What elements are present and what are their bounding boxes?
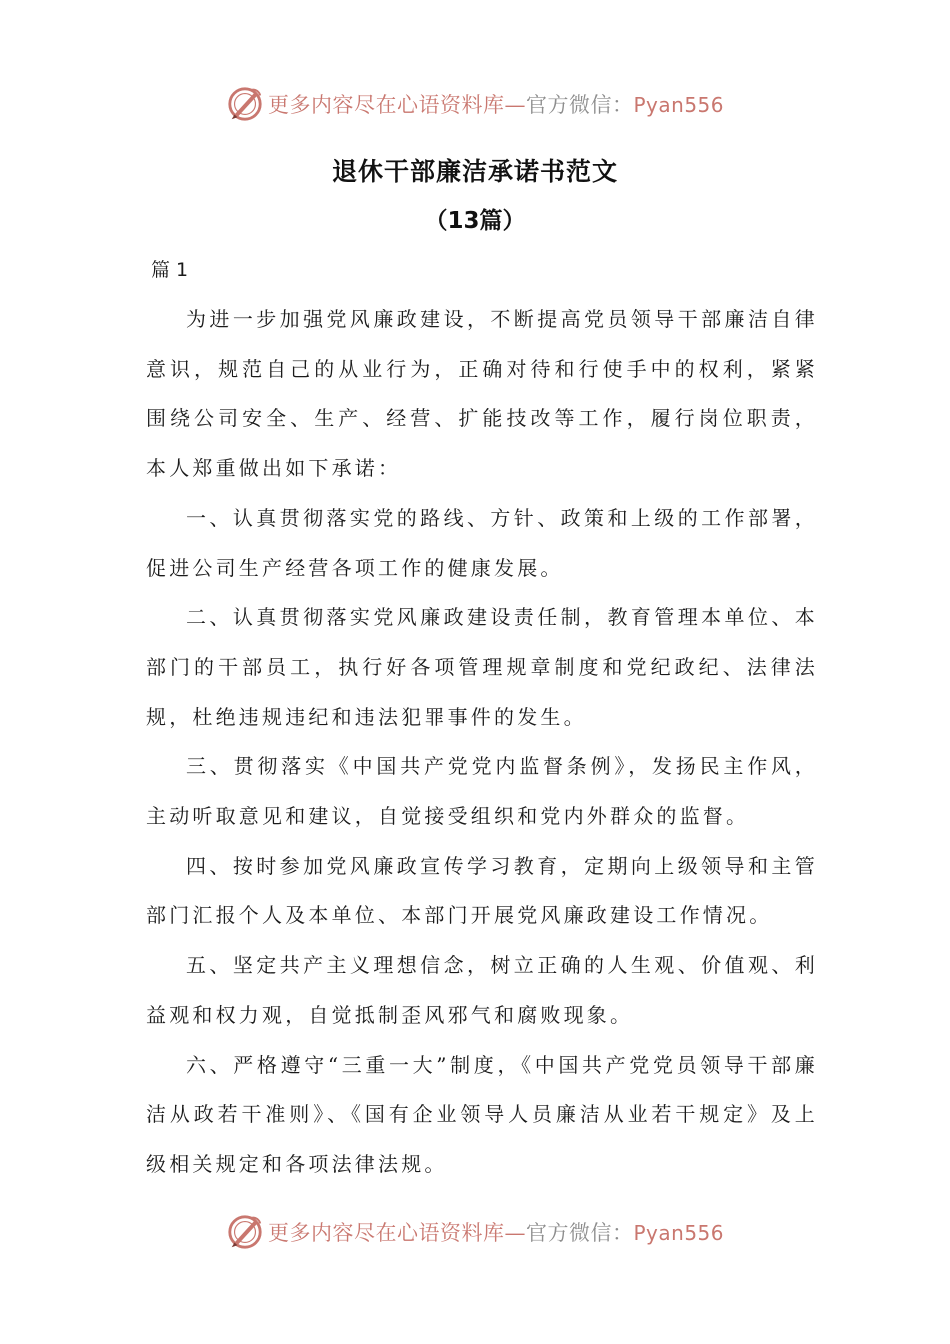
banner-text: [268, 1217, 724, 1247]
paragraph-item-6: 六、严格遵守“三重一大”制度，《中国共产党党员领导干部廉洁从政若干准则》、《国有企业领导人员廉洁从业若干规定》及上级相关规定和各项法律法规。: [146, 1052, 818, 1176]
pen-circle-logo-icon: [226, 85, 264, 123]
header-banner: [0, 82, 950, 126]
paragraph-item-5: 五、坚定共产主义理想信念，树立正确的人生观、价值观、利益观和权力观，自觉抵制歪风邪气和腐败现象。: [146, 953, 818, 1027]
banner-official-text: 官方微信：: [525, 1221, 634, 1245]
banner-separator: —: [504, 93, 526, 117]
banner-wechat-id: Pyan556: [633, 1221, 724, 1245]
paragraph-item-2: 二、认真贯彻落实党风廉政建设责任制，教育管理本单位、本部门的干部员工，执行好各项管理规章制度和党纪政纪、法律法规，杜绝违规违纪和违法犯罪事件的发生。: [146, 605, 818, 729]
paragraph-intro: 为进一步加强党风廉政建设，不断提高党员领导干部廉洁自律意识，规范自己的从业行为，正确对待和行使手中的权利，紧紧围绕公司安全、生产、经营、扩能技改等工作，履行岗位职责，本人郑重做出如下承诺：: [146, 307, 818, 481]
paragraph-item-3: 三、贯彻落实《中国共产党党内监督条例》，发扬民主作风，主动听取意见和建议，自觉接受组织和党内外群众的监督。: [146, 754, 818, 829]
pen-circle-logo-icon: [226, 1213, 264, 1251]
banner-text: [268, 89, 724, 119]
document-title: 退休干部廉洁承诺书范文: [331, 157, 618, 186]
document-subtitle: （13篇）: [424, 208, 526, 234]
paragraph-item-4: 四、按时参加党风廉政宣传学习教育，定期向上级领导和主管部门汇报个人及本单位、本部门开展党风廉政建设工作情况。: [146, 853, 818, 928]
banner-separator: —: [504, 1221, 526, 1245]
banner-main-text: 更多内容尽在心语资料库: [267, 1221, 505, 1245]
document-body: [146, 295, 818, 1190]
banner-official-text: 官方微信：: [525, 93, 634, 117]
section-label: 篇 1: [151, 259, 189, 281]
paragraph-item-1: 一、认真贯彻落实党的路线、方针、政策和上级的工作部署，促进公司生产经营各项工作的健康发展。: [146, 505, 818, 580]
footer-banner: [0, 1210, 950, 1254]
banner-wechat-id: Pyan556: [633, 93, 724, 117]
banner-main-text: 更多内容尽在心语资料库: [267, 93, 505, 117]
